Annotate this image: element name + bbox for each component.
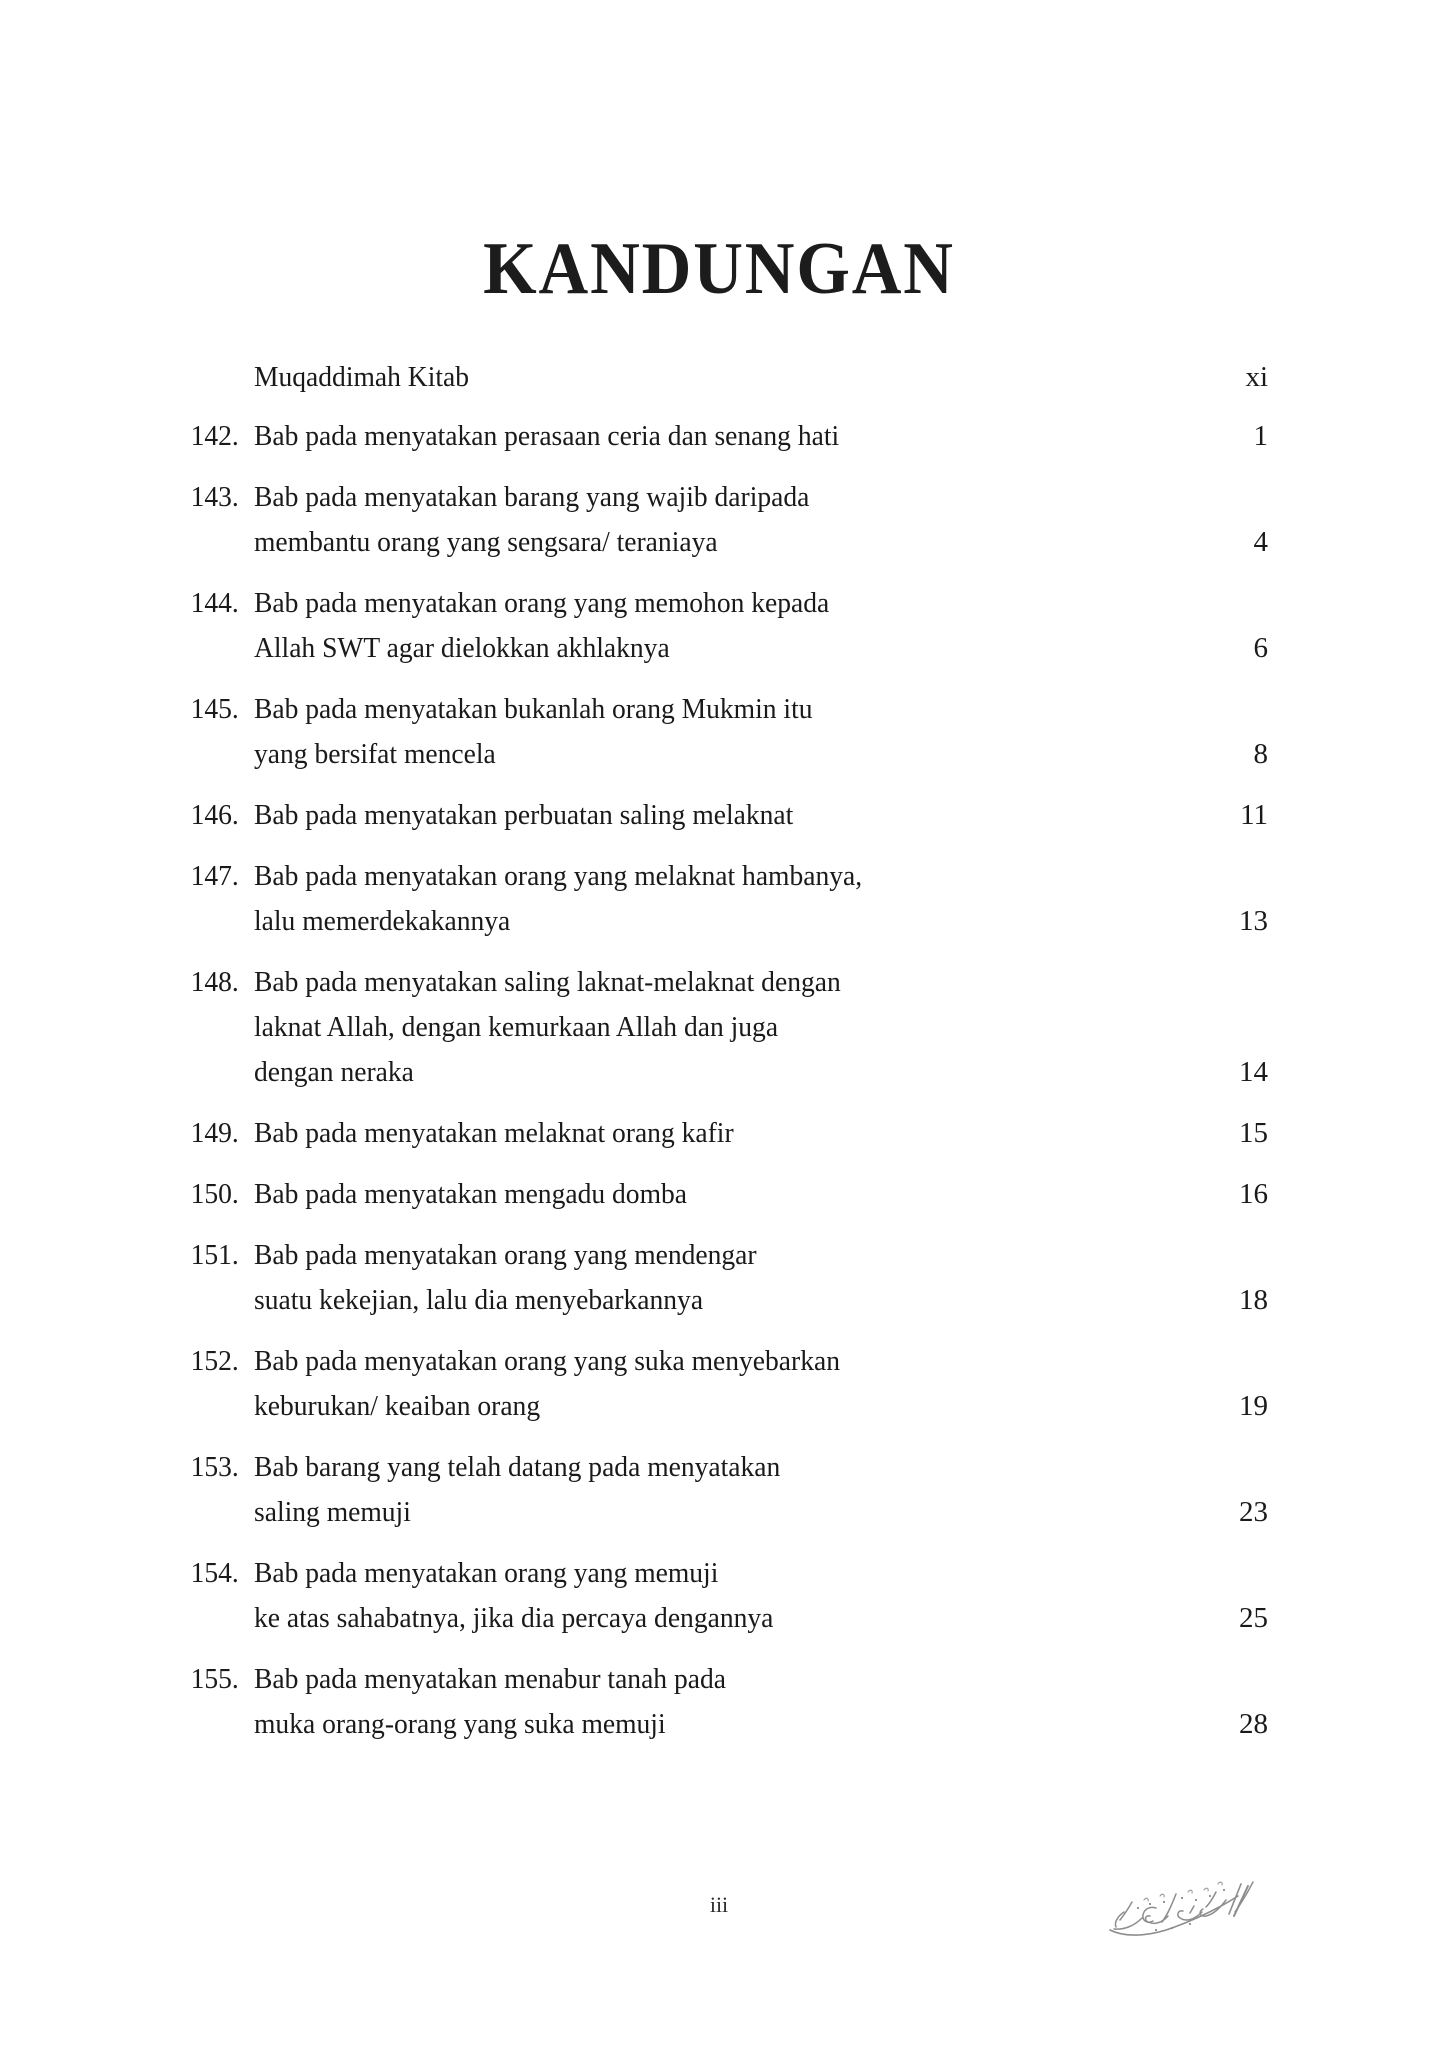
entry-title-line: Bab pada menyatakan menabur tanah pada [254, 1663, 726, 1695]
entry-title [254, 854, 1158, 944]
entry-page-number: 14 [1239, 1056, 1268, 1088]
toc-entry[interactable] [160, 793, 1268, 838]
entry-title-line: Allah SWT agar dielokkan akhlaknya [254, 632, 670, 664]
entry-title-line: Bab pada menyatakan perbuatan saling melaknat [254, 799, 794, 831]
entry-page-number: 25 [1239, 1602, 1268, 1634]
entry-page-number: 6 [1253, 632, 1268, 664]
entry-page-number: 18 [1239, 1284, 1268, 1316]
entry-number: 142. [190, 420, 239, 452]
entry-title: Muqaddimah Kitab [254, 361, 470, 393]
toc-entry[interactable] [160, 687, 1268, 777]
entry-page-number: 13 [1239, 905, 1268, 937]
entry-title-line: membantu orang yang sengsara/ teraniaya [254, 526, 718, 558]
entry-title [254, 793, 1158, 838]
entry-number: 146. [190, 799, 239, 831]
entry-number: 154. [190, 1557, 239, 1589]
entry-title-line: Bab pada menyatakan bukanlah orang Mukmin itu [254, 693, 813, 725]
entry-title [254, 1445, 1158, 1535]
entry-page-number: 11 [1240, 799, 1268, 831]
entry-title-line: suatu kekejian, lalu dia menyebarkannya [254, 1284, 704, 1316]
toc-entry[interactable] [160, 475, 1268, 565]
toc-entry[interactable] [160, 854, 1268, 944]
entry-title [254, 1551, 1158, 1641]
entry-number: 155. [190, 1663, 239, 1695]
entry-title [254, 687, 1158, 777]
entry-title-line: saling memuji [254, 1496, 411, 1528]
entry-title-line: Bab pada menyatakan melaknat orang kafir [254, 1117, 734, 1149]
toc-entry[interactable] [160, 1111, 1268, 1156]
entry-title-line: dengan neraka [254, 1056, 414, 1088]
toc-entry[interactable] [160, 581, 1268, 671]
entry-page-number: 19 [1239, 1390, 1268, 1422]
entry-title [254, 414, 1158, 459]
entry-title-line: laknat Allah, dengan kemurkaan Allah dan juga [254, 1011, 779, 1043]
entry-title-line: Bab pada menyatakan orang yang melaknat hambanya, [254, 860, 863, 892]
entry-title-line: Bab barang yang telah datang pada menyatakan [254, 1451, 781, 1483]
toc-entry[interactable] [160, 414, 1268, 459]
entry-page-number: 16 [1239, 1178, 1268, 1210]
entry-title-line: Bab pada menyatakan perasaan ceria dan senang hati [254, 420, 840, 452]
toc-entry[interactable] [160, 1172, 1268, 1217]
folio-page-number: iii [709, 1892, 729, 1917]
entry-number: 147. [190, 860, 239, 892]
toc-entry[interactable] [160, 1551, 1268, 1641]
entry-page-number: 23 [1239, 1496, 1268, 1528]
entry-title [254, 1339, 1158, 1429]
entry-title-line: ke atas sahabatnya, jika dia percaya dengannya [254, 1602, 774, 1634]
entry-title-line: Bab pada menyatakan barang yang wajib daripada [254, 481, 810, 513]
entry-title-line: yang bersifat mencela [254, 738, 496, 770]
entry-title-line: keburukan/ keaiban orang [254, 1390, 541, 1422]
entry-number: 150. [190, 1178, 239, 1210]
toc-entry[interactable] [160, 1657, 1268, 1747]
entry-number: 149. [190, 1117, 239, 1149]
calligraphy-icon [1098, 1872, 1268, 1952]
entry-title-line: Bab pada menyatakan orang yang memohon kepada [254, 587, 830, 619]
entry-page-number: 28 [1239, 1708, 1268, 1740]
entry-title [254, 1172, 1158, 1217]
toc-entry[interactable] [160, 1445, 1268, 1535]
entry-number: 152. [190, 1345, 239, 1377]
entry-number: 151. [190, 1239, 239, 1271]
entry-page-number: 15 [1239, 1117, 1268, 1149]
entry-title [254, 1233, 1158, 1323]
toc-entry-preface[interactable] [160, 355, 1268, 400]
entry-title-line: Bab pada menyatakan mengadu domba [254, 1178, 688, 1210]
entry-title [254, 581, 1158, 671]
entry-number: 143. [190, 481, 239, 513]
entry-title-line: Bab pada menyatakan saling laknat-melaknat dengan [254, 966, 841, 998]
page-title: KANDUNGAN [483, 228, 955, 310]
entry-number: 148. [190, 966, 239, 998]
toc-list [160, 355, 1268, 1763]
entry-title [254, 475, 1158, 565]
colophon-arabic-calligraphy [1098, 1872, 1268, 1952]
entry-title-line: muka orang-orang yang suka memuji [254, 1708, 666, 1740]
entry-page-number: 4 [1253, 526, 1268, 558]
entry-number: 144. [190, 587, 239, 619]
toc-entries [160, 414, 1268, 1747]
entry-title [254, 960, 1158, 1095]
entry-title-line: Bab pada menyatakan orang yang memuji [254, 1557, 719, 1589]
entry-title [254, 1657, 1158, 1747]
entry-title-line: Bab pada menyatakan orang yang mendengar [254, 1239, 757, 1271]
entry-title-line: lalu memerdekakannya [254, 905, 511, 937]
entry-title [254, 1111, 1158, 1156]
entry-page-number: xi [1245, 361, 1268, 393]
toc-entry[interactable] [160, 1339, 1268, 1429]
entry-number: 145. [190, 693, 239, 725]
entry-page-number: 8 [1253, 738, 1268, 770]
entry-page-number: 1 [1253, 420, 1268, 452]
entry-title-line: Bab pada menyatakan orang yang suka menyebarkan [254, 1345, 840, 1377]
toc-entry[interactable] [160, 960, 1268, 1095]
entry-number: 153. [190, 1451, 239, 1483]
toc-entry[interactable] [160, 1233, 1268, 1323]
